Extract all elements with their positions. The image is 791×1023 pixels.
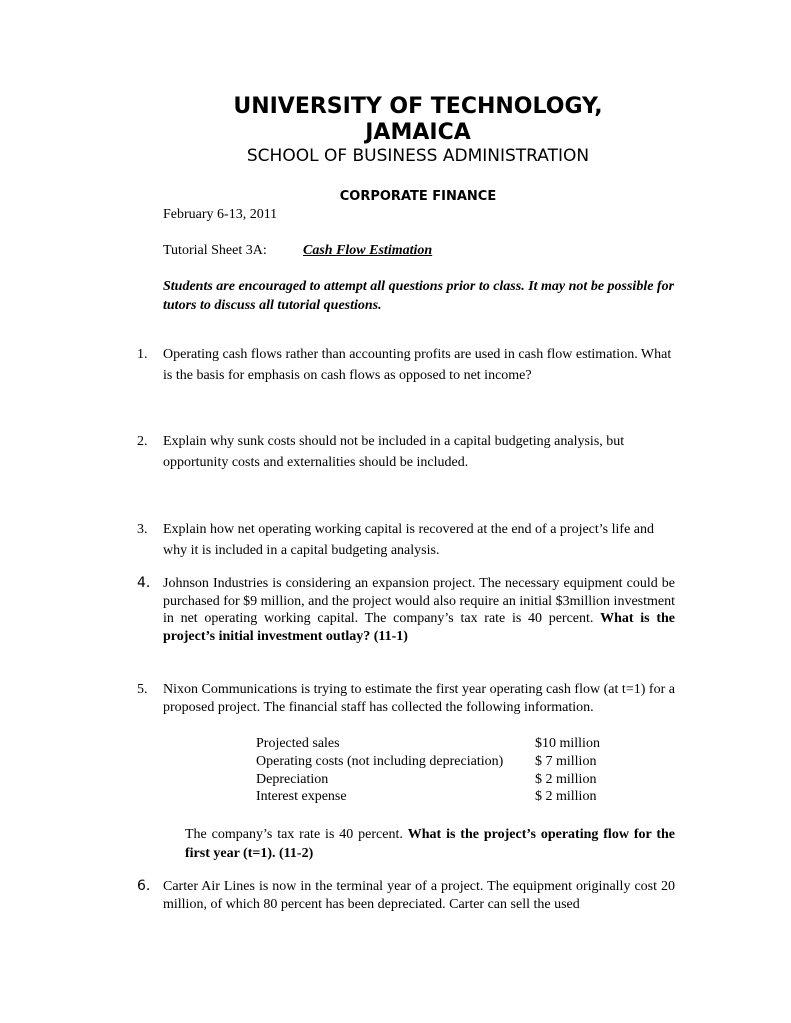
instruction-note: Students are encouraged to attempt all questions prior to class. It may not be possible for tutors to discuss all tutorial questions. <box>163 279 675 313</box>
question-text-plain: Johnson Industries is considering an expansion project. The necessary equipment could be purchased for $9 million, and the project would also require an initial $3million investment in net operating working capital. The company’s tax rate is 40 percent. <box>163 576 675 626</box>
question-3 <box>137 519 675 561</box>
row-label: Operating costs (not including depreciation) <box>256 753 504 769</box>
tutorial-label: Tutorial Sheet 3A: <box>163 243 267 258</box>
date-line: February 6-13, 2011 <box>163 207 278 222</box>
question-text: Explain how net operating working capital is recovered at the end of a project’s life and why it is included in a capital budgeting analysis. <box>163 522 654 558</box>
question-text: Explain why sunk costs should not be included in a capital budgeting analysis, but opportunity costs and externalities should be included. <box>163 434 625 470</box>
question-1 <box>137 344 675 386</box>
row-value: $ 7 million <box>535 753 597 769</box>
course-name: CORPORATE FINANCE <box>339 189 497 204</box>
table-row <box>256 735 616 753</box>
followup-text-plain: The company’s tax rate is 40 percent. <box>185 827 408 842</box>
school-name: SCHOOL OF BUSINESS ADMINISTRATION <box>246 146 590 166</box>
question-number: 4. <box>137 575 151 591</box>
university-title-line1: UNIVERSITY OF TECHNOLOGY, <box>233 94 603 119</box>
question-5 <box>137 681 675 716</box>
question-number: 6. <box>137 878 151 894</box>
question-number: 3. <box>137 522 148 537</box>
question-number: 5. <box>137 682 148 697</box>
question-6 <box>137 878 675 913</box>
question-text: Carter Air Lines is now in the terminal year of a project. The equipment originally cost 20 million, of which 80 percent has been depreciated. Carter can sell the used <box>163 879 675 912</box>
row-value: $ 2 million <box>535 789 597 805</box>
row-label: Interest expense <box>256 789 347 805</box>
question-number: 1. <box>137 347 148 362</box>
table-row <box>256 753 616 771</box>
table-row <box>256 788 616 806</box>
university-title <box>0 94 791 146</box>
question-number: 2. <box>137 434 148 449</box>
question-text: Operating cash flows rather than accounting profits are used in cash flow estimation. What is the basis for emphasis on cash flows as opposed to net income? <box>163 347 672 383</box>
question-text: Nixon Communications is trying to estimate the first year operating cash flow (at t=1) for a proposed project. The financial staff has collected the following information. <box>163 682 675 715</box>
row-value: $ 2 million <box>535 771 597 787</box>
row-value: $10 million <box>535 736 600 751</box>
university-title-line2: JAMAICA <box>365 120 471 145</box>
question-2 <box>137 431 675 473</box>
question-text <box>163 575 675 645</box>
tutorial-line <box>163 243 433 259</box>
followup-text-bold: What is the project’s operating flow for the first year (t=1). (11-2) <box>185 827 675 861</box>
row-label: Depreciation <box>256 771 329 787</box>
row-label: Projected sales <box>256 736 340 751</box>
question-4 <box>137 575 675 645</box>
question-text-bold: What is the project’s initial investment outlay? (11-1) <box>163 611 675 644</box>
cash-flow-table <box>256 735 616 806</box>
tutorial-topic: Cash Flow Estimation <box>303 243 433 258</box>
question-5-followup <box>185 825 675 863</box>
table-row <box>256 771 616 789</box>
